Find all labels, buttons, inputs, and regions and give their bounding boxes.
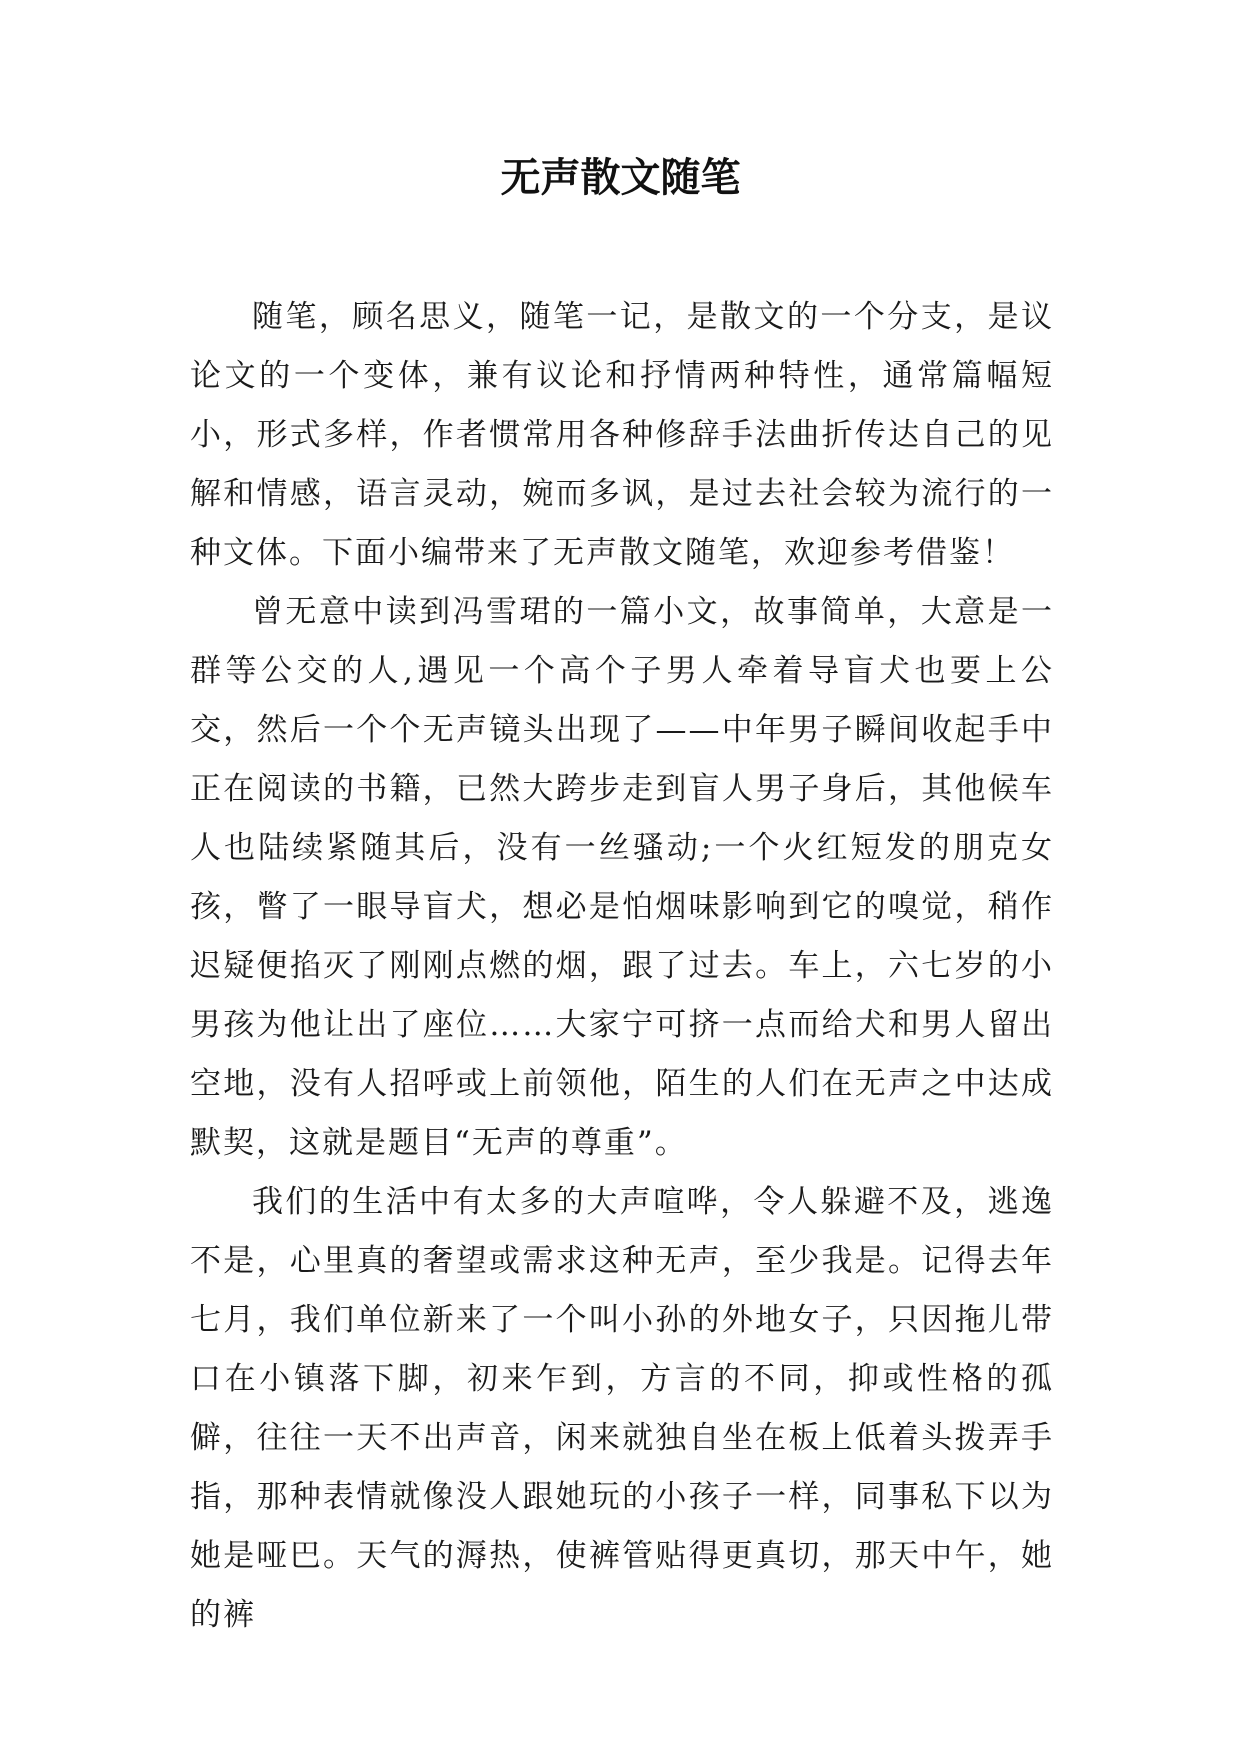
- paragraph-reflection: 我们的生活中有太多的大声喧哗，令人躲避不及，逃逸不是，心里真的奢望或需求这种无声，至少我是。记得去年七月，我们单位新来了一个叫小孙的外地女子，只因拖儿带口在小镇落下脚，初来乍到，方言的不同，抑或性格的孤僻，往往一天不出声音，闲来就独自坐在板上低着头拨弄手指，那种表情就像没人跟她玩的小孩子一样，同事私下以为她是哑巴。天气的溽热，使裤管贴得更真切，那天中午，她的裤: [190, 1184, 1054, 1633]
- paragraph-intro: 随笔，顾名思义，随笔一记，是散文的一个分支，是议论文的一个变体，兼有议论和抒情两种特性，通常篇幅短小，形式多样，作者惯常用各种修辞手法曲折传达自己的见解和情感，语言灵动，婉而多讽，是过去社会较为流行的一种文体。下面小编带来了无声散文随笔，欢迎参考借鉴！: [190, 299, 1054, 571]
- document-body: [190, 288, 1054, 1645]
- paragraph-story: 曾无意中读到冯雪珺的一篇小文，故事简单，大意是一群等公交的人,遇见一个高个子男人牵着导盲犬也要上公交，然后一个个无声镜头出现了——中年男子瞬间收起手中正在阅读的书籍，已然大跨步走到盲人男子身后，其他候车人也陆续紧随其后，没有一丝骚动;一个火红短发的朋克女孩，瞥了一眼导盲犬，想必是怕烟味影响到它的嗅觉，稍作迟疑便掐灭了刚刚点燃的烟，跟了过去。车上，六七岁的小男孩为他让出了座位……大家宁可挤一点而给犬和男人留出空地，没有人招呼或上前领他，陌生的人们在无声之中达成默契，这就是题目“无声的尊重”。: [190, 594, 1054, 1161]
- document-title: 无声散文随笔: [500, 155, 741, 201]
